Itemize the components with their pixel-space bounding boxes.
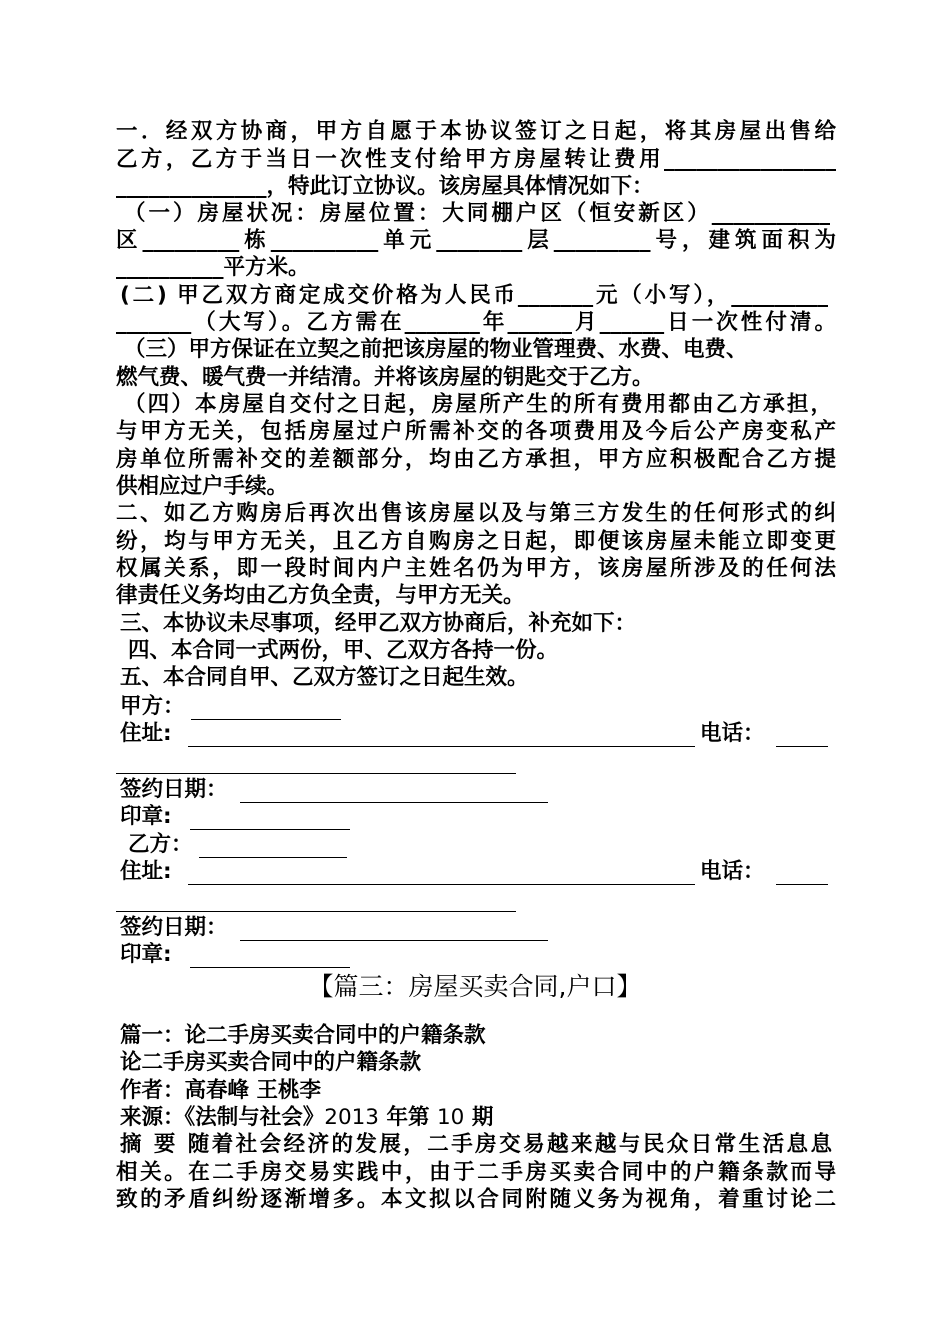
article-abstract-line-2: 相关。在二手房交易实践中，由于二手房买卖合同中的户籍条款而导 [116,1160,836,1185]
party-b-blank [199,857,347,858]
clause-1-sub-1-line-2: 区_________栋__________单元________层_________号，建筑面积为 [116,228,836,253]
address-blank [188,746,695,747]
clause-1-sub-4-line-1: （四）本房屋自交付之日起，房屋所产生的所有费用都由乙方承担， [124,392,832,417]
seal-blank-b [190,967,350,968]
clause-1-line-3: ______________，特此订立协议。该房屋具体情况如下： [116,174,654,199]
section-heading: 【篇三：房屋买卖合同,户口】 [308,972,642,1001]
clause-1-sub-1-line-3: __________平方米。 [116,255,310,280]
clause-1-sub-3-line-2: 燃气费、暖气费一并结清。并将该房屋的钥匙交于乙方。 [116,365,654,390]
seal-label: 印章: [120,804,172,829]
party-a-label: 甲方： [120,694,185,719]
clause-2-line-1: 二、如乙方购房后再次出售该房屋以及与第三方发生的任何形式的纠 [116,501,836,526]
phone-label: 电话： [700,721,765,746]
address-label-b: 住址: [120,859,172,884]
article-source-label: 来源：《法制与社会》 [120,1105,325,1130]
clause-1-line-2: 乙方，乙方于当日一次性支付给甲方房屋转让费用________________ [116,147,836,172]
seal-label-b: 印章: [120,942,172,967]
clause-1-sub-1-line-1: （一）房屋状况：房屋位置：大同棚户区（恒安新区）___________ [124,201,830,226]
clause-1-sub-4-line-3: 房单位所需补交的差额部分，均由乙方承担，甲方应积极配合乙方提 [116,447,836,472]
article-abstract-line-1: 摘 要 随着社会经济的发展，二手房交易越来越与民众日常生活息息 [120,1132,832,1157]
clause-3-line: 三、本协议未尽事项，经甲乙双方协商后，补充如下： [120,611,637,636]
phone-label-b: 电话： [700,859,765,884]
address-blank-b [188,884,695,885]
clause-2-line-2: 纷，均与甲方无关，且乙方自购房之日起，即便该房屋未能立即变更 [116,529,836,554]
sign-date-label-b: 签约日期： [120,915,228,940]
clause-1-sub-4-line-2: 与甲方无关，包括房屋过户所需补交的各项费用及今后公产房变私产 [116,419,836,444]
clause-1-sub-4-line-4: 供相应过户手续。 [116,474,289,499]
address-label: 住址: [120,721,172,746]
clause-4-line: 四、本合同一式两份，甲、乙双方各持一份。 [128,638,559,663]
clause-2-line-4: 律责任义务均由乙方负全责，与甲方无关。 [116,583,525,608]
sign-date-blank-b [240,940,548,941]
party-a-blank [191,719,341,720]
article-authors: 作者：高春峰 王桃李 [120,1078,321,1103]
phone-blank-continued [116,773,516,774]
article-abstract-line-3: 致的矛盾纠纷逐渐增多。本文拟以合同附随义务为视角，着重讨论二 [116,1187,836,1212]
clause-1-sub-2-line-2: _______（大写）。乙方需在_______年______月______日一次性付清。 [116,310,836,335]
phone-blank [776,746,828,747]
sign-date-blank [240,802,548,803]
clause-5-line: 五、本合同自甲、乙双方签订之日起生效。 [120,665,529,690]
article-title: 论二手房买卖合同中的户籍条款 [120,1050,422,1075]
phone-blank-b [776,884,828,885]
phone-blank-b-continued [116,911,516,912]
clause-1-line-1: 一．经双方协商，甲方自愿于本协议签订之日起，将其房屋出售给 [116,119,836,144]
clause-1-sub-2-line-1: (二) 甲乙双方商定成交价格为人民币_______元（小写），_________ [120,283,828,308]
article-source-issue: 10 [436,1105,465,1130]
clause-1-sub-3-line-1: （三）甲方保证在立契之前把该房屋的物业管理费、水费、电费、 [124,337,748,362]
article-source-issue-word: 期 [464,1105,494,1130]
seal-blank [190,829,350,830]
article-source [120,1104,840,1131]
party-b-label: 乙方： [128,832,193,857]
sign-date-label: 签约日期： [120,777,228,802]
article-line-1: 篇一：论二手房买卖合同中的户籍条款 [120,1023,486,1048]
article-source-year: 2013 [324,1105,379,1130]
clause-2-line-3: 权属关系，即一段时间内户主姓名仍为甲方，该房屋所涉及的任何法 [116,556,836,581]
article-source-year-word: 年第 [378,1105,437,1130]
